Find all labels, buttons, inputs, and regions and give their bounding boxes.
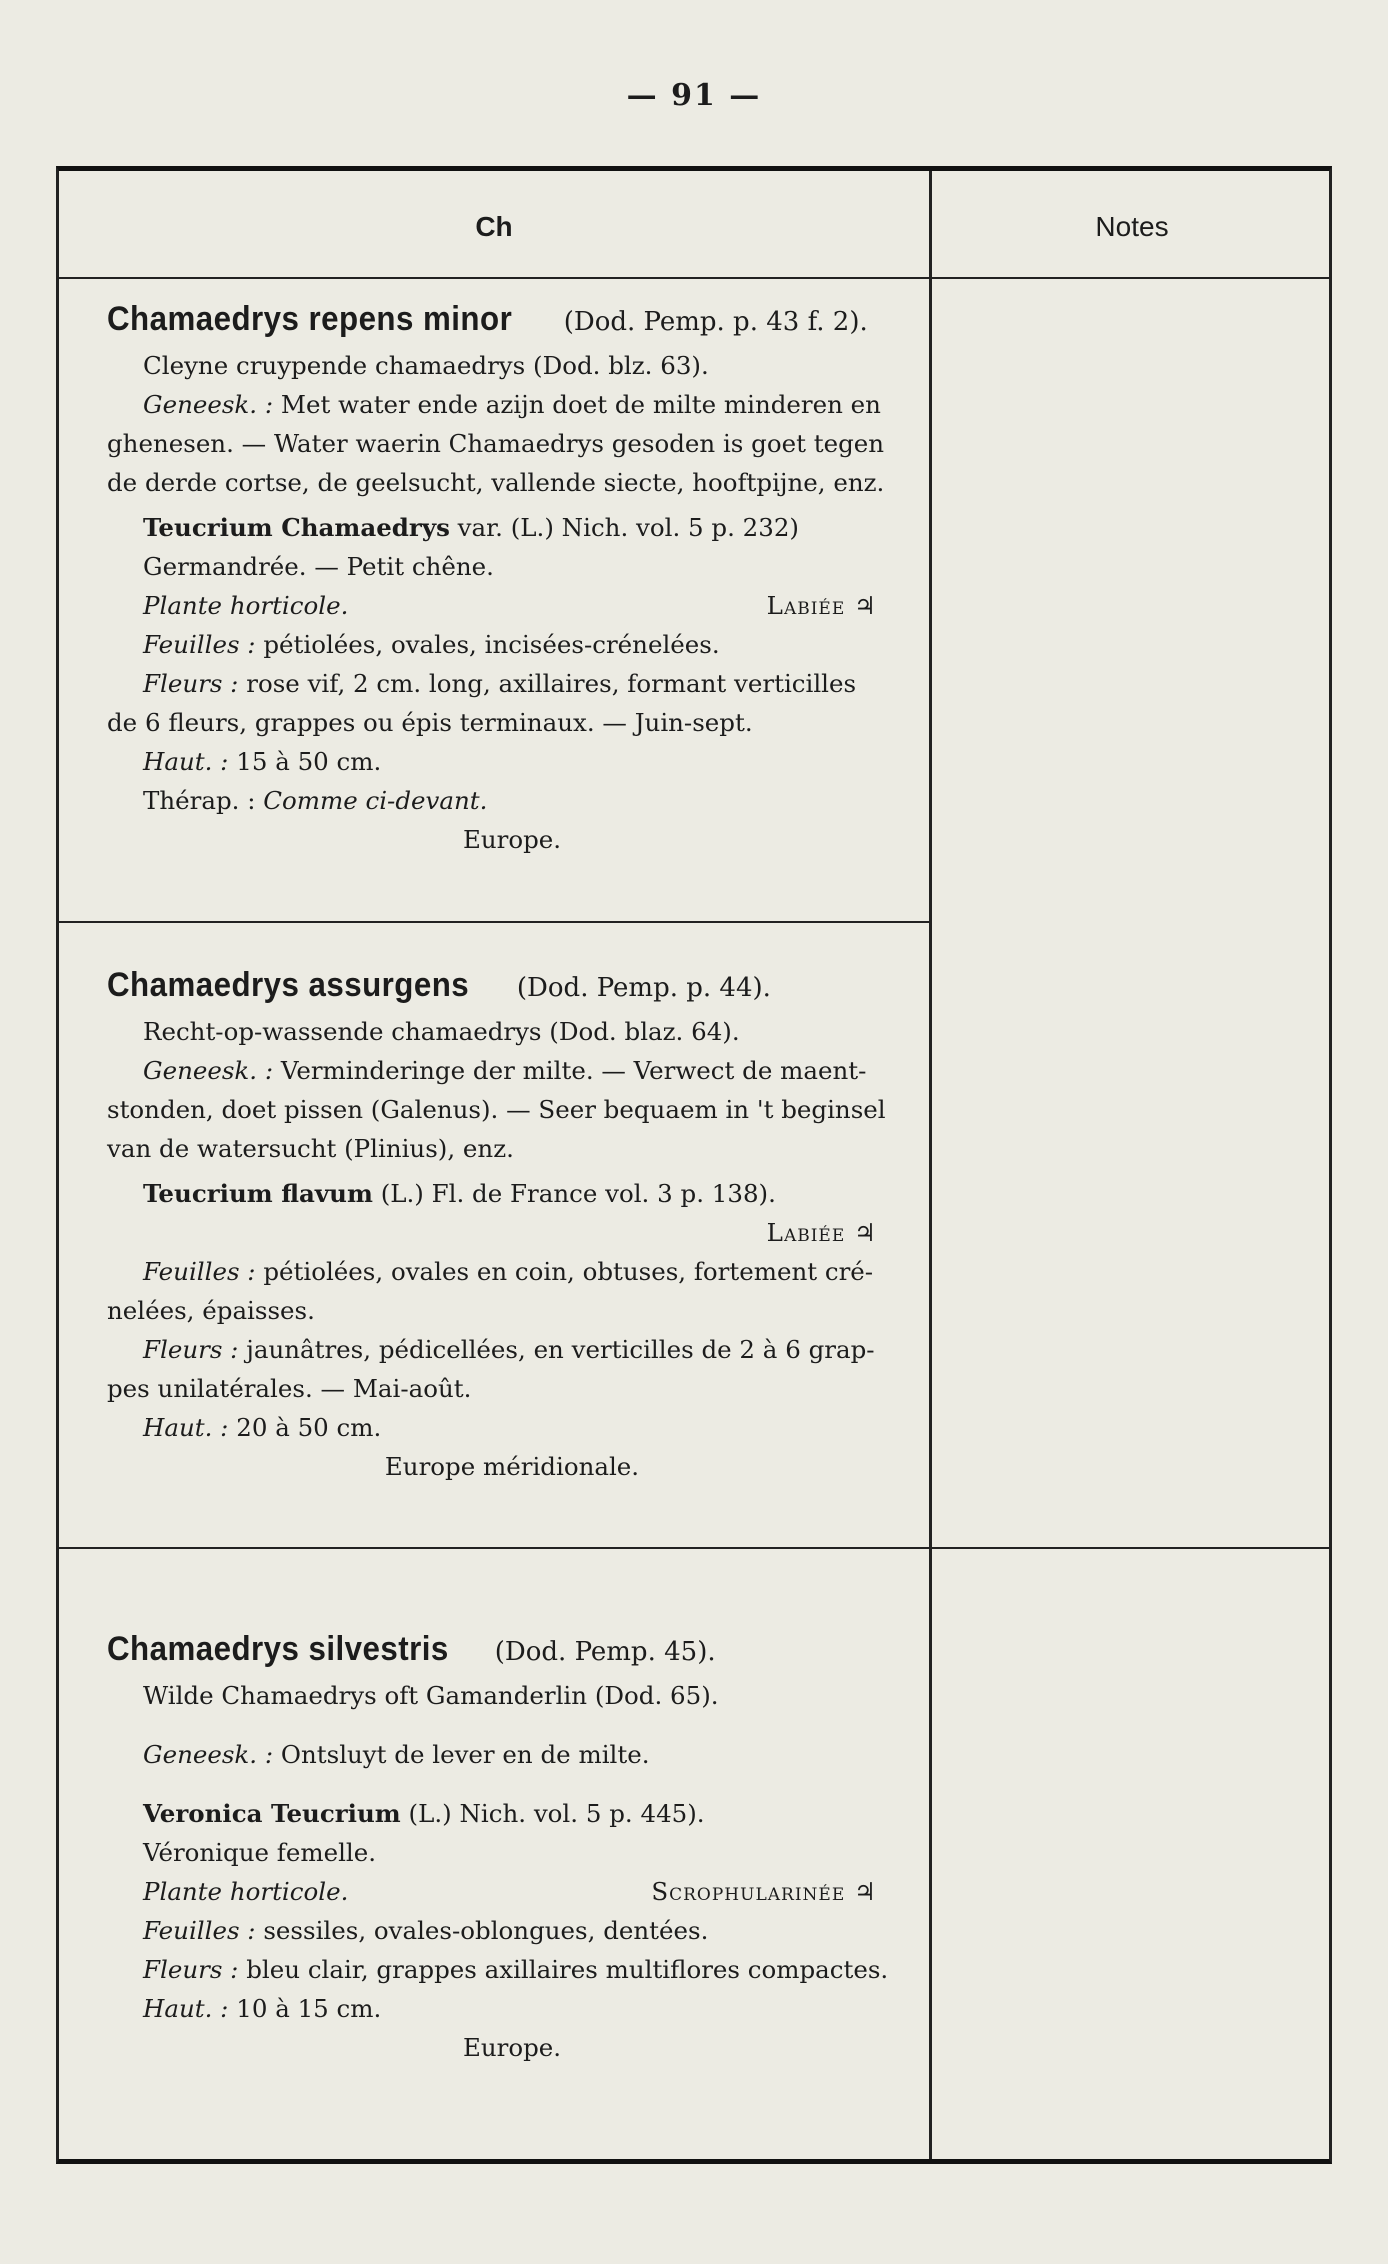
feuilles-text: pétiolées, ovales en coin, obtuses, fortement cré- [263,1257,874,1286]
geneesk-text: Met water ende azijn doet de milte minderen en [280,390,881,419]
haut-label: Haut. : [143,1994,229,2023]
entry-chamaedrys-assurgens [107,961,917,1486]
plant-family: Scrophularinée ♃ [651,1877,877,1906]
therap-label: Thérap. : [143,786,256,815]
feuilles-label: Feuilles : [143,630,256,659]
entry-divider-2 [59,1547,1332,1549]
entry-title: Chamaedrys repens minor [107,300,513,338]
fleurs-label: Fleurs : [143,669,239,698]
column-header-notes: Notes [1095,211,1169,242]
entry-divider-1 [59,921,929,923]
geneesk-label: Geneesk. : [143,1056,274,1085]
species-reference: (L.) Fl. de France vol. 3 p. 138). [380,1179,776,1208]
entry-reference: (Dod. Pemp. p. 43 f. 2). [563,307,868,337]
geneesk-text: Ontsluyt de lever en de milte. [280,1740,650,1769]
common-name: Véronique femelle. [143,1838,377,1867]
region: Europe méridionale. [384,1452,640,1481]
region: Europe. [462,825,562,854]
species-name: Veronica Teucrium [143,1799,401,1828]
fleurs-text: bleu clair, grappes axillaires multiflores compactes. [246,1955,889,1984]
fleurs-text: rose vif, 2 cm. long, axillaires, formant verticilles [246,669,857,698]
flemish-name: Recht-op-wassende chamaedrys (Dod. blaz. 64). [143,1017,740,1046]
entry-chamaedrys-silvestris [107,1625,917,2067]
geneesk-label: Geneesk. : [143,390,274,419]
common-name: Germandrée. — Petit chêne. [143,552,494,581]
species-name: Teucrium Chamaedrys [143,513,450,542]
haut-label: Haut. : [143,747,229,776]
feuilles-label: Feuilles : [143,1916,256,1945]
species-reference: var. (L.) Nich. vol. 5 p. 232) [457,513,799,542]
column-divider [929,171,932,2159]
fleurs-label: Fleurs : [143,1335,239,1364]
flemish-name: Wilde Chamaedrys oft Gamanderlin (Dod. 65). [143,1681,719,1710]
entry-reference: (Dod. Pemp. 45). [494,1637,716,1667]
haut-label: Haut. : [143,1413,229,1442]
plant-family: Labiée ♃ [766,1218,877,1247]
feuilles-text: pétiolées, ovales, incisées-crénelées. [263,630,720,659]
geneesk-label: Geneesk. : [143,1740,274,1769]
page-number: — 91 — [626,78,762,113]
feuilles-text: nelées, épaisses. [107,1296,315,1325]
fleurs-text: jaunâtres, pédicellées, en verticilles de 2 à 6 grap- [246,1335,875,1364]
entry-chamaedrys-repens-minor [107,295,917,859]
column-header-ch: Ch [475,211,513,242]
haut-text: 10 à 15 cm. [236,1994,382,2023]
haut-text: 15 à 50 cm. [236,747,382,776]
plante-type: Plante horticole. [143,591,349,620]
region: Europe. [462,2033,562,2062]
flemish-name: Cleyne cruypende chamaedrys (Dod. blz. 63). [143,351,709,380]
geneesk-text: ghenesen. — Water waerin Chamaedrys gesoden is goet tegen [107,429,885,458]
geneesk-text: stonden, doet pissen (Galenus). — Seer bequaem in 't beginsel [107,1095,886,1124]
entry-reference: (Dod. Pemp. p. 44). [516,973,771,1003]
plant-family: Labiée ♃ [766,591,877,620]
geneesk-text: Verminderinge der milte. — Verwect de maent- [280,1056,867,1085]
feuilles-label: Feuilles : [143,1257,256,1286]
entry-title: Chamaedrys assurgens [107,966,470,1004]
header-rule [59,277,1332,279]
geneesk-text: van de watersucht (Plinius), enz. [107,1134,514,1163]
species-reference: (L.) Nich. vol. 5 p. 445). [408,1799,705,1828]
entry-title: Chamaedrys silvestris [107,1630,449,1668]
species-name: Teucrium flavum [143,1179,373,1208]
fleurs-label: Fleurs : [143,1955,239,1984]
plante-type: Plante horticole. [143,1877,349,1906]
fleurs-text: pes unilatérales. — Mai-août. [107,1374,472,1403]
therap-text: Comme ci-devant. [263,786,488,815]
content-table [56,166,1332,2164]
haut-text: 20 à 50 cm. [236,1413,382,1442]
geneesk-text: de derde cortse, de geelsucht, vallende siecte, hooftpijne, enz. [107,468,885,497]
fleurs-text: de 6 fleurs, grappes ou épis terminaux. — Juin-sept. [107,708,753,737]
feuilles-text: sessiles, ovales-oblongues, dentées. [263,1916,709,1945]
